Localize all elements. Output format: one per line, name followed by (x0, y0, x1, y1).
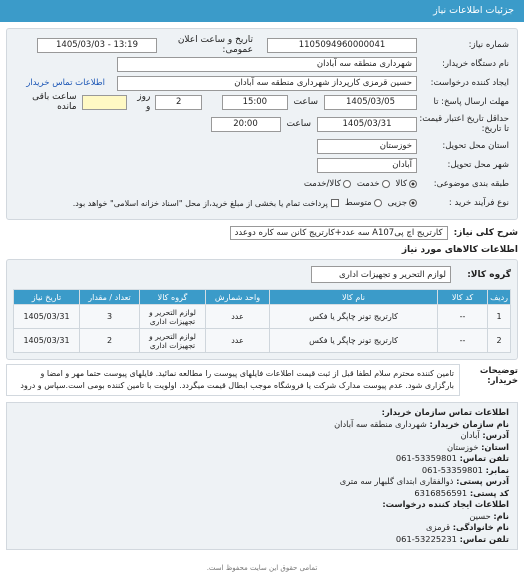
need-number-row (15, 37, 509, 53)
cell-group: لوازم التحریر و تجهیزات اداری (140, 329, 206, 353)
city-row (15, 157, 509, 173)
goods-group-field: لوازم التحریر و تجهیزات اداری (311, 266, 451, 283)
creator-label: ایجاد کننده درخواست: (430, 78, 509, 88)
cell-date: 1405/03/31 (14, 329, 80, 353)
announce-label: تاریخ و ساعت اعلان عمومی: (177, 35, 253, 55)
category-goods-label: کالا (395, 179, 407, 189)
goods-info-title: اطلاعات کالاهای مورد نیاز (401, 245, 518, 255)
cell-code: -- (438, 329, 488, 353)
fax-label: نمابر: (485, 464, 509, 475)
col-code: کد کالا (438, 290, 488, 305)
col-name: نام کالا (270, 290, 438, 305)
col-unit: واحد شمارش (206, 290, 270, 305)
need-number-label: شماره نیاز: (468, 40, 509, 50)
city-label: شهر محل تحویل: (447, 160, 509, 170)
buyer-contact-link[interactable]: اطلاعات تماس خریدار (26, 78, 105, 88)
col-index: ردیف (488, 290, 511, 305)
tel-value: 53359801-061 (395, 453, 457, 463)
col-group: گروه کالا (140, 290, 206, 305)
radio-checked-icon (409, 180, 417, 188)
process-small-radio[interactable] (388, 198, 417, 208)
remaining-word: ساعت باقی مانده (32, 92, 77, 112)
postal-code-value: 6316856591 (414, 487, 468, 498)
first-name-value: حسین (469, 510, 491, 521)
deadline-row (15, 94, 509, 110)
city-field: آبادان (317, 158, 417, 173)
category-label: طبقه بندی موضوعی: (433, 179, 509, 189)
need-details-panel (6, 28, 518, 220)
postal-code-label: کد پستی: (469, 487, 509, 498)
creator-tel-label: تلفن تماس: (459, 533, 509, 544)
category-goods-radio[interactable] (396, 179, 417, 189)
days-field: 2 (155, 95, 202, 110)
city-address-label: آدرس: (482, 430, 509, 440)
org-value: شهرداری منطقه سه آبادان (334, 418, 427, 429)
min-date-label: حداقل تاریخ اعتبار قیمت: تا تاریخ: (419, 114, 509, 134)
header-bar (0, 0, 524, 22)
buyer-row (15, 56, 509, 72)
page-title: جزئیات اطلاعات نیاز (433, 5, 514, 16)
cell-index: 1 (488, 305, 511, 329)
table-header-row (14, 290, 511, 305)
creator-field: حسین قرمزی کارپرداز شهرداری منطقه سه آبادان (117, 76, 417, 91)
city-address-value: آبادان (460, 430, 480, 440)
category-service-radio[interactable] (357, 179, 390, 189)
table-row (14, 305, 511, 329)
prov-value: خوزستان (446, 441, 479, 452)
remaining-hours-field (82, 95, 127, 110)
checkbox-icon (331, 199, 339, 207)
deadline-time-word: ساعت (293, 97, 319, 107)
buyer-label: نام دستگاه خریدار: (442, 59, 509, 69)
treasury-checkbox[interactable] (73, 199, 339, 208)
notes-row (6, 364, 518, 396)
process-row (15, 195, 509, 211)
min-date-row (15, 113, 509, 135)
need-desc-section (6, 226, 518, 396)
buyer-field: شهرداری منطقه سه آبادان (117, 57, 417, 72)
last-name-value: قرمزی (426, 522, 451, 532)
cell-index: 2 (488, 329, 511, 353)
radio-unchecked-icon (382, 180, 390, 188)
process-label: نوع فرآیند خرید : (448, 198, 509, 208)
cell-qty: 2 (80, 329, 140, 353)
creator-row (15, 75, 509, 91)
province-label: استان محل تحویل: (442, 141, 509, 151)
postal-address-value: ذوالفقاری ابتدای گلبهار سه متری (339, 476, 454, 486)
category-service-label: خدمت (356, 179, 380, 189)
notes-field: تامین کننده محترم سلام لطفا قبل از ثبت قیمت اطلاعات فایلهای پیوست را مطالعه نمائید. فایلهای پیوست حتما مهر و امضا و بارگزاری شود. عدم پیوست مدارک شرکت یا فروشگاه موجب ابطال قیمت میگردد. اولویت با تامین کننده بومی است.سپاس و درود (6, 364, 460, 396)
postal-address-label: آدرس پستی: (456, 476, 509, 486)
creator-tel-value: 53225231-061 (395, 533, 457, 544)
province-field: خوزستان (317, 139, 417, 154)
category-row (15, 176, 509, 192)
cell-code: -- (438, 305, 488, 329)
need-desc-field: کارتریج اچ پیA107 سه عدد+کارتریج کانن سه کاره دوعدد (230, 226, 448, 240)
contact-title: اطلاعات تماس سازمان خریدار: (381, 407, 509, 417)
process-medium-radio[interactable] (345, 198, 382, 208)
first-name-label: نام: (493, 510, 509, 521)
category-goods-service-radio[interactable] (304, 179, 351, 189)
cell-unit: عدد (206, 305, 270, 329)
footer-copyright: تمامی حقوق این سایت محفوظ است. (206, 564, 318, 572)
goods-table (13, 289, 511, 353)
min-date-field: 1405/03/31 (317, 117, 417, 132)
radio-checked-icon (409, 199, 417, 207)
announce-field: 1405/03/03 - 13:19 (37, 38, 157, 53)
radio-unchecked-icon (374, 199, 382, 207)
fax-value: 53359801-061 (421, 464, 483, 475)
process-medium-label: متوسط (344, 198, 372, 208)
radio-unchecked-icon (343, 180, 351, 188)
col-date: تاریخ نیاز (14, 290, 80, 305)
min-time-field: 20:00 (211, 117, 281, 132)
days-word: روز و (137, 92, 151, 112)
cell-unit: عدد (206, 329, 270, 353)
deadline-date-field: 1405/03/05 (324, 95, 417, 110)
need-number-field: 1105094960000041 (267, 38, 417, 53)
contact-panel (6, 402, 518, 550)
tel-label: تلفن تماس: (459, 453, 509, 463)
cell-group: لوازم التحریر و تجهیزات اداری (140, 305, 206, 329)
need-desc-label: شرح کلی نیاز: (453, 228, 518, 238)
prov-label: استان: (481, 441, 509, 452)
notes-label: توضیحات خریدار: (479, 366, 518, 386)
cell-name: کارتریج تونر چاپگر یا فکس (270, 305, 438, 329)
creator-info-title: اطلاعات ایجاد کننده درخواست: (382, 499, 509, 509)
deadline-time-field: 15:00 (222, 95, 287, 110)
last-name-label: نام خانوادگی: (452, 522, 509, 532)
goods-group-label: گروه کالا: (467, 269, 511, 280)
cell-date: 1405/03/31 (14, 305, 80, 329)
table-row (14, 329, 511, 353)
cell-name: کارتریج تونر چاپگر یا فکس (270, 329, 438, 353)
process-small-label: جزیی (387, 198, 407, 208)
category-goods-service-label: کالا/خدمت (303, 179, 341, 189)
treasury-note: پرداخت تمام یا بخشی از مبلغ خرید،از محل "اسناد خزانه اسلامی" خواهد بود. (72, 198, 328, 208)
province-row (15, 138, 509, 154)
col-qty: تعداد / مقدار (80, 290, 140, 305)
cell-qty: 3 (80, 305, 140, 329)
org-label: نام سازمان خریدار: (429, 418, 509, 429)
min-time-word: ساعت (286, 119, 311, 129)
goods-panel (6, 259, 518, 360)
deadline-label: مهلت ارسال پاسخ: تا (433, 97, 509, 107)
